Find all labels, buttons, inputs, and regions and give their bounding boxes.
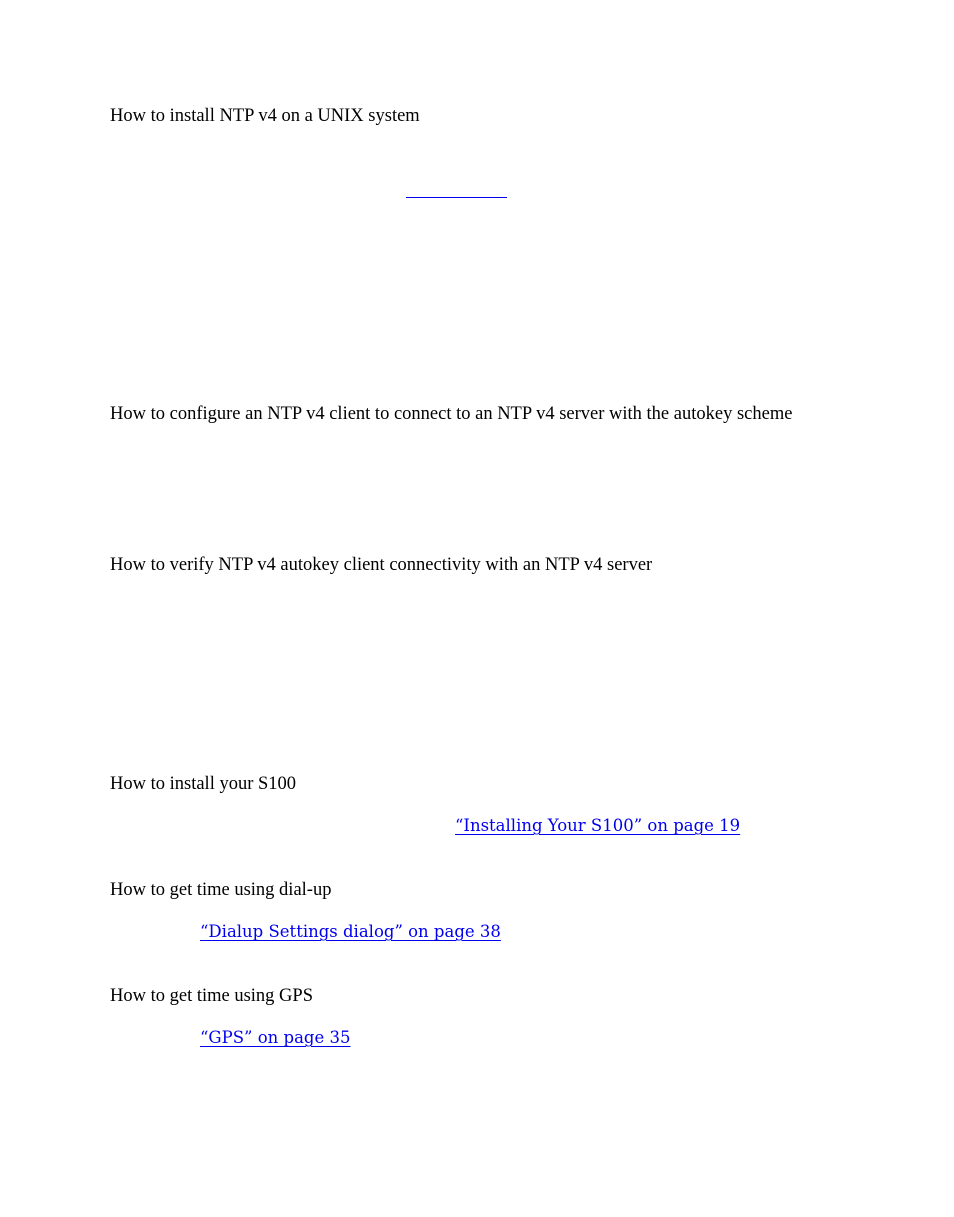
link-gps[interactable]: “GPS” on page 35 — [200, 1028, 351, 1047]
heading-verify-autokey-connectivity: How to verify NTP v4 autokey client connectivity with an NTP v4 server — [110, 555, 653, 575]
link-installing-your-s100[interactable]: “Installing Your S100” on page 19 — [455, 816, 741, 835]
heading-install-s100: How to install your S100 — [110, 774, 297, 794]
heading-time-gps: How to get time using GPS — [110, 986, 313, 1006]
link-dialup-settings-dialog[interactable]: “Dialup Settings dialog” on page 38 — [200, 922, 501, 941]
link-underline-placeholder[interactable] — [406, 197, 507, 198]
heading-configure-ntp-client-autokey: How to configure an NTP v4 client to connect to an NTP v4 server with the autokey scheme — [110, 404, 793, 424]
heading-time-dialup: How to get time using dial-up — [110, 880, 332, 900]
heading-install-ntp-unix: How to install NTP v4 on a UNIX system — [110, 106, 420, 126]
